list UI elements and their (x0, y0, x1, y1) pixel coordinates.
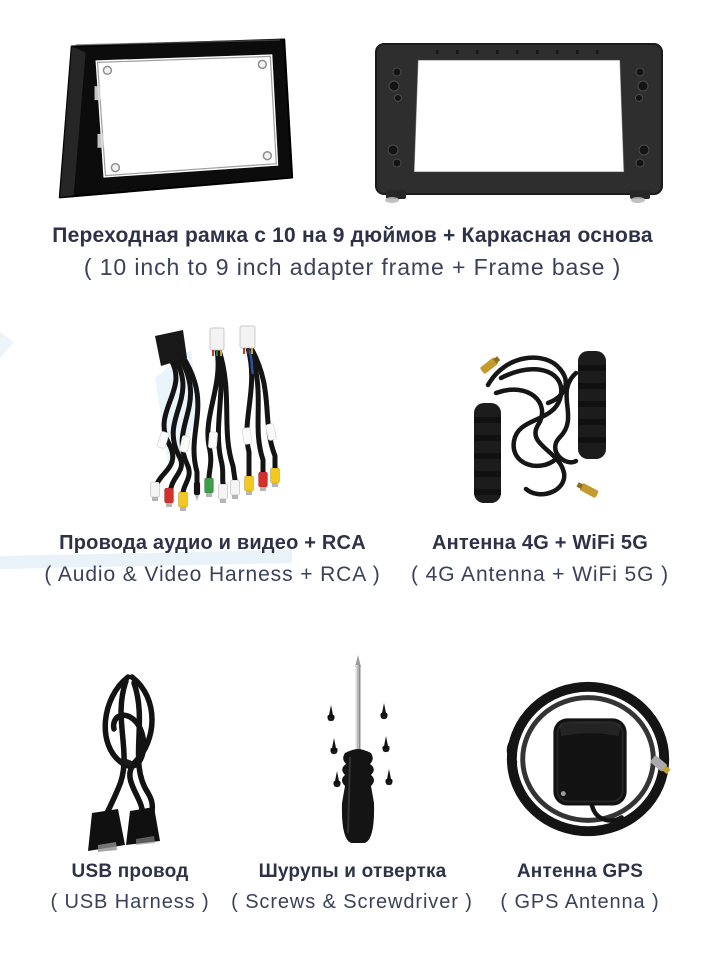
screws-label-en: ( Screws & Screwdriver ) (231, 891, 473, 913)
harness-label-en: ( Audio & Video Harness + RCA ) (44, 563, 381, 586)
antenna-4g-label-ru: Антенна 4G + WiFi 5G (431, 532, 649, 554)
antenna-4g-wifi-photo (468, 333, 613, 515)
gps-label-en: ( GPS Antenna ) (500, 891, 660, 913)
usb-label-en: ( USB Harness ) (50, 891, 210, 913)
antenna-4g-label-en: ( 4G Antenna + WiFi 5G ) (411, 563, 669, 586)
frame-base-photo (368, 34, 668, 206)
screws-screwdriver-photo (293, 653, 423, 850)
usb-label-ru: USB провод (71, 861, 189, 882)
gps-label-ru: Антенна GPS (516, 861, 644, 882)
gps-antenna-photo (497, 670, 685, 848)
adapter-frame-photo (28, 30, 316, 202)
rca-harness-photo (125, 320, 305, 525)
usb-harness-photo (68, 663, 203, 855)
watermark-shape (0, 332, 14, 358)
frames-label-ru: Переходная рамка с 10 на 9 дюймов + Каркасная основа (52, 224, 653, 247)
harness-label-ru: Провода аудио и видео + RCA (59, 532, 366, 554)
frames-label-en: ( 10 inch to 9 inch adapter frame + Frame base ) (83, 254, 622, 280)
screws-label-ru: Шурупы и отвертка (258, 861, 447, 882)
